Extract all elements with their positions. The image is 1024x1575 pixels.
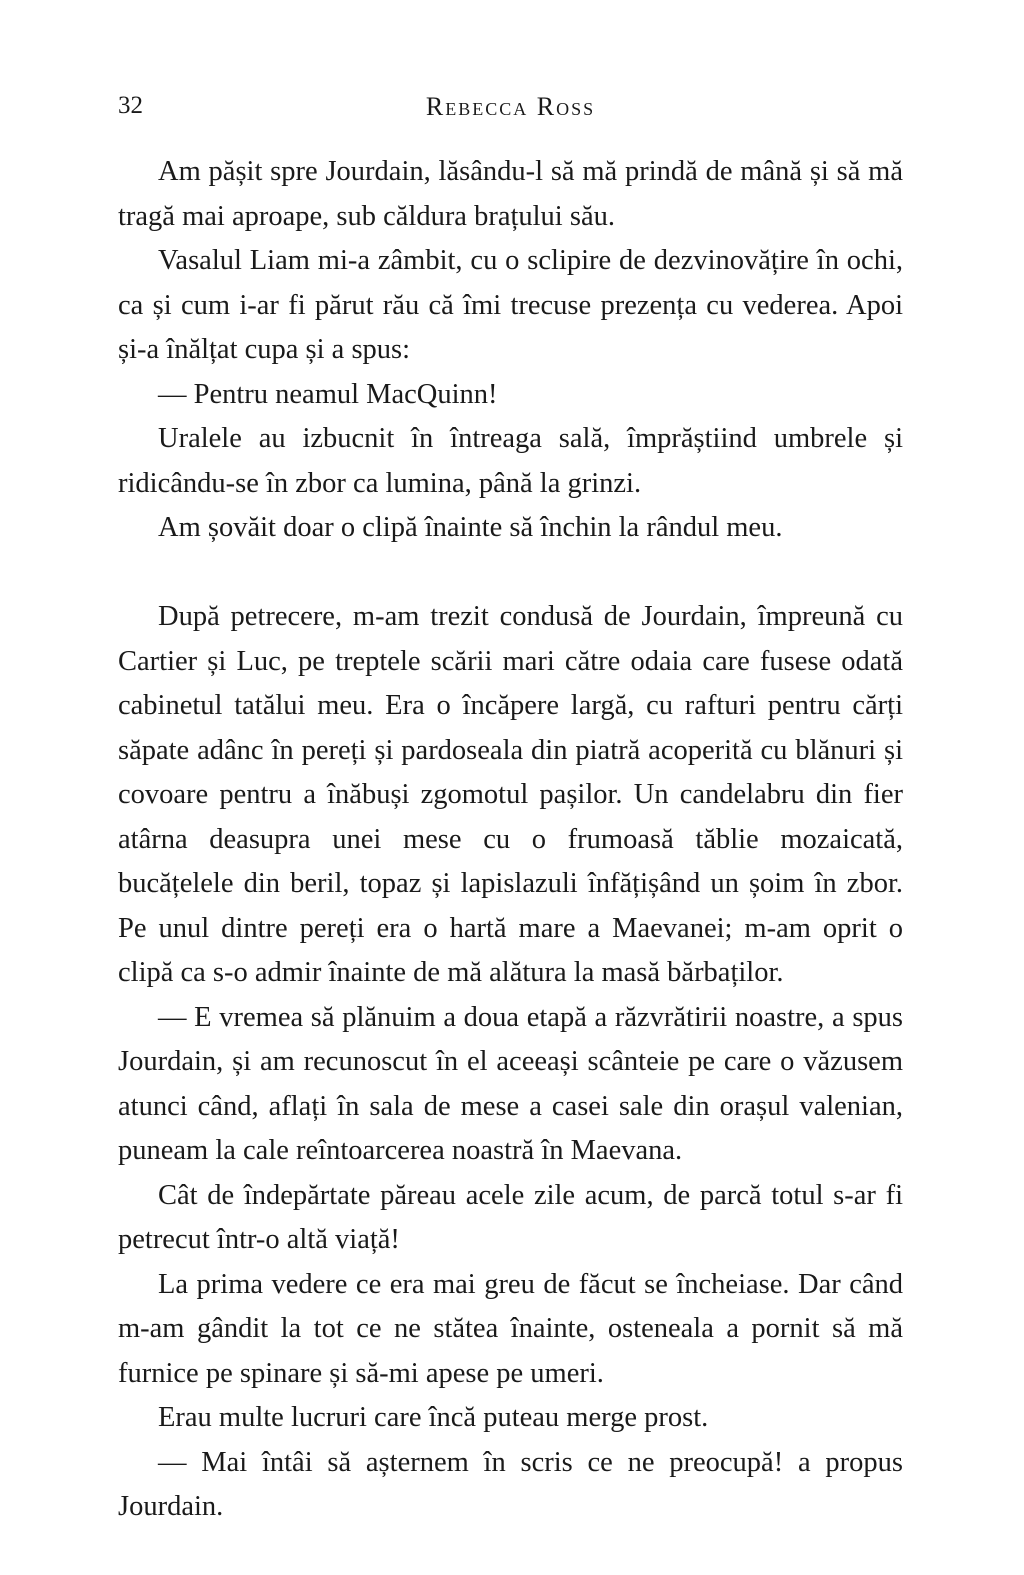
paragraph: Am șovăit doar o clipă înainte să închin la rândul meu. [158, 512, 783, 543]
paragraph: Vasalul Liam mi-a zâmbit, cu o sclipire de dezvinovățire în ochi, ca și cum i-ar fi părut rău că îmi trecuse prezența cu vederea. Apoi și-a înălțat cupa și a spus: [118, 245, 903, 365]
body-text [118, 150, 903, 1530]
paragraph: — Mai întâi să așternem în scris ce ne preocupă! a propus Jourdain. [118, 1446, 903, 1522]
paragraph: Am pășit spre Jourdain, lăsându-l să mă prindă de mână și să mă tragă mai aproape, sub căldura brațului său. [118, 156, 903, 232]
paragraph: — Pentru neamul MacQuinn! [158, 378, 498, 410]
page-number: 32 [118, 92, 143, 119]
running-head-author: Rebecca Ross [425, 92, 596, 121]
paragraph: Uralele au izbucnit în întreaga sală, împrăștiind umbrele și ridicându-se în zbor ca lumina, până la grinzi. [118, 423, 903, 499]
page-header [118, 92, 903, 124]
paragraph: Erau multe lucruri care încă puteau merge prost. [158, 1402, 709, 1433]
paragraph: Cât de îndepărtate păreau acele zile acum, de parcă totul s-ar fi petrecut într-o altă viață! [118, 1179, 903, 1255]
paragraph: — E vremea să plănuim a doua etapă a răzvrătirii noastre, a spus Jourdain, și am recunoscut în el aceeași scânteie pe care o văzusem atunci când, aflați în sala de mese a casei sale din orașul valenian, puneam la cale reîntoarcerea noastră în Maevana. [118, 1001, 903, 1166]
section-break [118, 551, 903, 596]
paragraph: După petrecere, m-am trezit condusă de Jourdain, împreună cu Cartier și Luc, pe treptele scării mari către odaia care fusese odată cabinetul tatălui meu. Era o încăpere largă, cu rafturi pentru cărți săpate adânc în pereți și pardoseala din piatră acoperită cu blănuri și covoare pentru a înăbuși zgomotul pașilor. Un candelabru din fier atârna deasupra unei mese cu o frumoasă tăblie mozaicată, bucățelele din beril, topaz și lapislazuli înfățișând un șoim în zbor. Pe unul dintre pereți era o hartă mare a Maevanei; m-am oprit o clipă ca s-o admir înainte de mă alătura la masă bărbaților. [118, 601, 903, 988]
paragraph: La prima vedere ce era mai greu de făcut se încheiase. Dar când m-am gândit la tot ce ne stătea înainte, osteneala a pornit să mă furnice pe spinare și să-mi apese pe umeri. [118, 1268, 903, 1389]
